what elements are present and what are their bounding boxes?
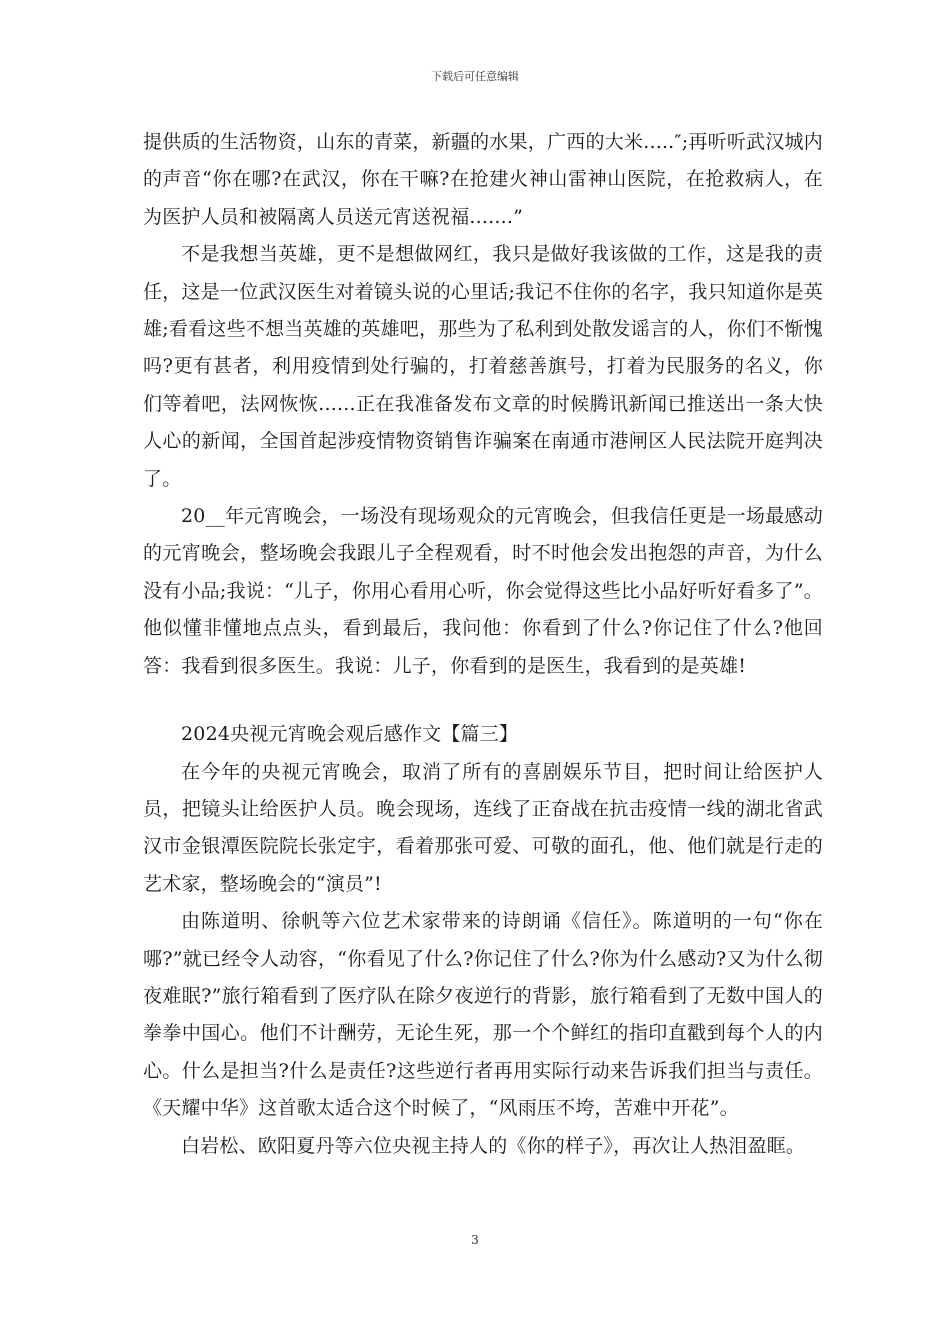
paragraph: 提供质的生活物资，山东的青菜，新疆的水果，广西的大米.....″;再听听武汉城内的声音“你在哪?在武汉，你在干嘛?在抢建火神山雷神山医院，在抢救病人，在为医护人员和被隔离人员送元宵送祝福.......”	[143, 131, 823, 228]
paragraph: 白岩松、欧阳夏丹等六位央视主持人的《你的样子》，再次让人热泪盈眶。	[181, 1134, 806, 1157]
section-title: 2024央视元宵晚会观后感作文【篇三】	[181, 723, 519, 746]
paragraph: 在今年的央视元宵晚会，取消了所有的喜剧娱乐节目，把时间让给医护人员，把镜头让给医护人员。晚会现场，连线了正奋战在抗击疫情一线的湖北省武汉市金银潭医院院长张定宇，看着那张可爱、可敬的面孔，他、他们就是行走的艺术家，整场晚会的“演员”!	[143, 760, 823, 895]
document-body	[143, 124, 823, 1165]
page-header: 下载后可任意编辑	[431, 70, 519, 83]
page-number: 3	[471, 1233, 479, 1247]
paragraph: 不是我想当英雄，更不是想做网红，我只是做好我该做的工作，这是我的责任，这是一位武汉医生对着镜头说的心里话;我记不住你的名字，我只知道你是英雄;看看这些不想当英雄的英雄吧，那些为了私利到处散发谣言的人，你们不惭愧吗?更有甚者，利用疫情到处行骗的，打着慈善旗号，打着为民服务的名义，你们等着吧，法网恢恢......正在我准备发布文章的时候腾讯新闻已推送出一条大快人心的新闻，全国首起涉疫情物资销售诈骗案在南通市港闸区人民法院开庭判决了。	[143, 243, 823, 490]
paragraph: 由陈道明、徐帆等六位艺术家带来的诗朗诵《信任》。陈道明的一句“你在哪?”就已经令人动容，“你看见了什么?你记住了什么?你为什么感动?又为什么彻夜难眠?”旅行箱看到了医疗队在除夕夜逆行的背影，旅行箱看到了无数中国人的拳拳中国心。他们不计酬劳，无论生死，那一个个鲜红的指印直戳到每个人的内心。什么是担当?什么是责任?这些逆行者再用实际行动来告诉我们担当与责任。《天耀中华》这首歌太适合这个时候了，“风雨压不垮，苦难中开花”。	[143, 910, 823, 1120]
paragraph: 20__年元宵晚会，一场没有现场观众的元宵晚会，但我信任更是一场最感动的元宵晚会，整场晚会我跟儿子全程观看，时不时他会发出抱怨的声音，为什么没有小品;我说：“儿子，你用心看用心听，你会觉得这些比小品好听好看多了”。他似懂非懂地点点头，看到最后，我问他：你看到了什么?你记住了什么?他回答：我看到很多医生。我说：儿子，你看到的是医生，我看到的是英雄!	[143, 505, 823, 677]
